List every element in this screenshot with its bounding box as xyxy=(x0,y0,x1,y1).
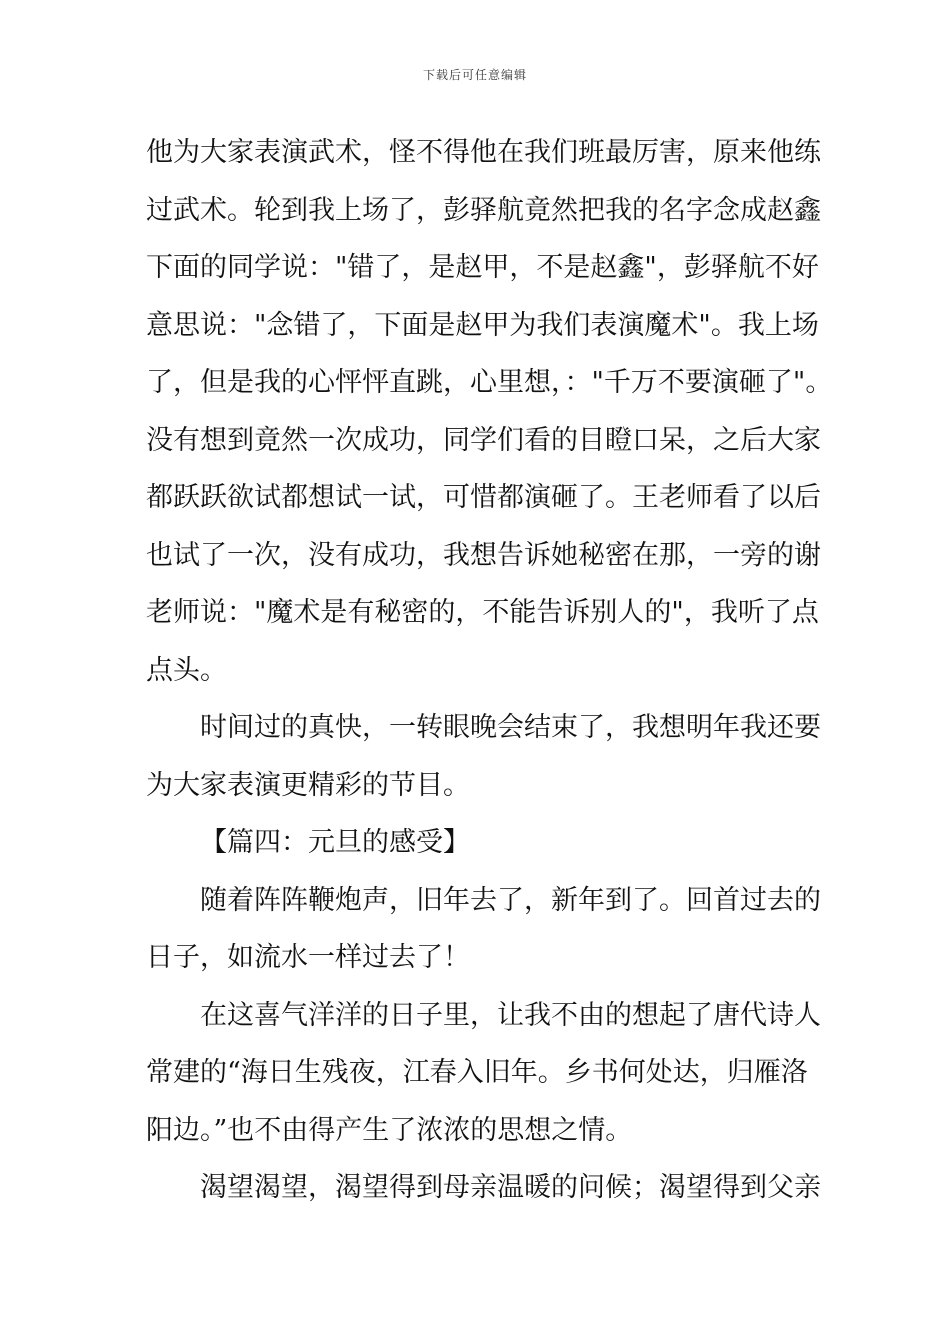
document-body xyxy=(146,124,833,1217)
paragraph-start-line: 渴望渴望，渴望得到母亲温暖的问候；渴望得到父亲 xyxy=(200,1172,821,1203)
text-line: 点头。 xyxy=(146,654,227,686)
text-line: 意思说："念错了，下面是赵甲为我们表演魔术"。我上场 xyxy=(146,309,819,341)
paragraph-start-line: 随着阵阵鞭炮声，旧年去了，新年到了。回首过去的 xyxy=(200,884,821,916)
paragraph-start-line: 在这喜气洋洋的日子里，让我不由的想起了唐代诗人 xyxy=(200,999,821,1031)
text-line: 老师说："魔术是有秘密的，不能告诉别人的"，我听了点 xyxy=(146,597,819,628)
text-line: 下面的同学说："错了，是赵甲，不是赵鑫"，彭驿航不好 xyxy=(146,252,819,283)
text-line: 过武术。轮到我上场了，彭驿航竟然把我的名字念成赵鑫 xyxy=(146,194,821,226)
text-line: 都跃跃欲试都想试一试，可惜都演砸了。王老师看了以后 xyxy=(146,482,821,513)
download-editable-note: 下载后可任意编辑 xyxy=(422,68,527,82)
section-heading: 【篇四：元旦的感受】 xyxy=(200,827,470,858)
text-line: 了，但是我的心怦怦直跳，心里想，："千万不要演砸了"。 xyxy=(146,367,833,398)
text-line: 为大家表演更精彩的节目。 xyxy=(146,769,470,801)
paragraph-start-line: 时间过的真快，一转眼晚会结束了，我想明年我还要 xyxy=(200,712,821,743)
text-line: 阳边。”也不由得产生了浓浓的思想之情。 xyxy=(146,1114,633,1146)
text-line: 日子，如流水一样过去了！ xyxy=(146,942,470,973)
text-line: 常建的“海日生残夜，江春入旧年。乡书何处达，归雁洛 xyxy=(146,1057,808,1088)
text-line: 他为大家表演武术，怪不得他在我们班最厉害，原来他练 xyxy=(146,137,821,168)
text-line: 也试了一次，没有成功，我想告诉她秘密在那，一旁的谢 xyxy=(146,539,821,571)
text-line: 没有想到竟然一次成功，同学们看的目瞪口呆，之后大家 xyxy=(146,424,821,456)
